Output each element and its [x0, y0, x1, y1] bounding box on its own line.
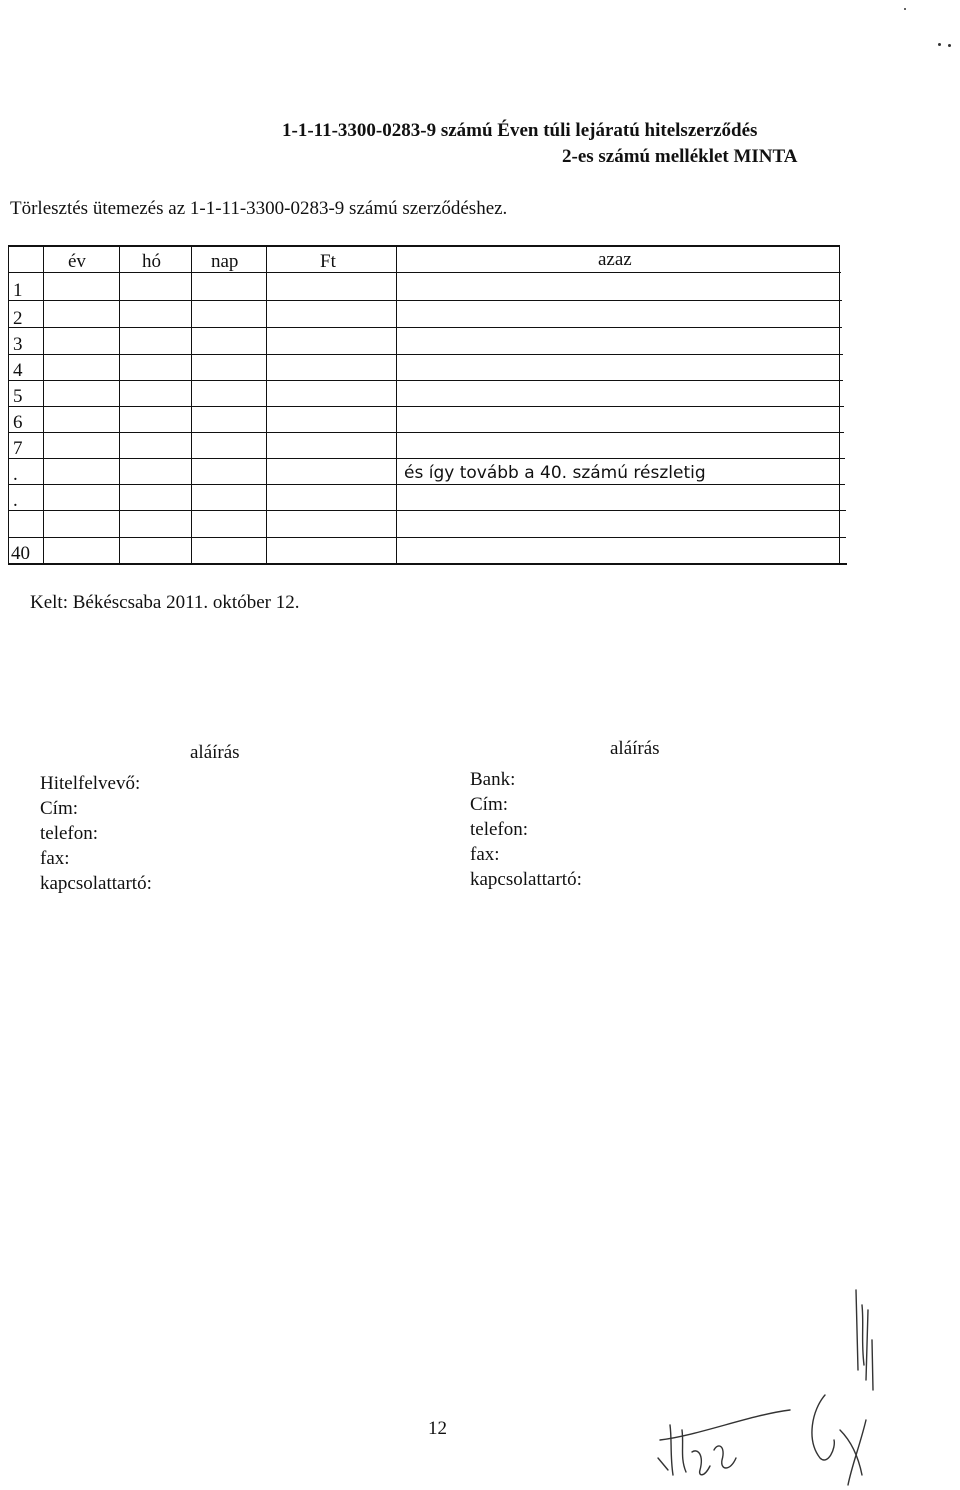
- table-col-line: [396, 245, 397, 565]
- handwritten-initials: [640, 1280, 880, 1490]
- table-bottom-border: [8, 563, 847, 565]
- column-header-azaz: azaz: [598, 249, 632, 270]
- table-row-line: [8, 327, 842, 328]
- table-header-divider: [8, 272, 841, 273]
- table-row-line: [8, 484, 845, 485]
- column-header-ev: év: [68, 251, 86, 272]
- repayment-schedule-table: [0, 0, 960, 600]
- row-number: 40: [11, 543, 30, 564]
- row-number: 2: [13, 308, 23, 329]
- scan-speck: [904, 8, 906, 10]
- column-header-ho: hó: [142, 251, 161, 272]
- scan-speck: [948, 44, 951, 47]
- bank-contact-label: kapcsolattartó:: [470, 869, 582, 890]
- borrower-block: [40, 771, 152, 896]
- table-row-line: [8, 406, 844, 407]
- table-col-line: [191, 245, 192, 565]
- table-row-line: [8, 300, 842, 301]
- borrower-title: Hitelfelvevő:: [40, 773, 141, 794]
- borrower-contact-label: kapcsolattartó:: [40, 873, 152, 894]
- scan-speck: [938, 43, 941, 46]
- bank-fax-label: fax:: [470, 844, 500, 865]
- table-col-line: [119, 245, 120, 565]
- table-col-line: [266, 245, 267, 565]
- document-subtitle: 2-es számú melléklet MINTA: [562, 146, 798, 167]
- row-number: .: [13, 464, 18, 485]
- page-number: 12: [428, 1418, 447, 1439]
- table-right-border: [839, 245, 840, 565]
- document-title: 1-1-11-3300-0283-9 számú Éven túli lejáratú hitelszerződés: [282, 120, 758, 141]
- column-header-nap: nap: [211, 251, 239, 272]
- row-number: 3: [13, 334, 23, 355]
- table-row-line: [8, 510, 846, 511]
- row-number: 1: [13, 280, 23, 301]
- bank-phone-label: telefon:: [470, 819, 529, 840]
- borrower-address-label: Cím:: [40, 798, 79, 819]
- borrower-phone-label: telefon:: [40, 823, 99, 844]
- borrower-signature-label: aláírás: [190, 742, 240, 763]
- borrower-fax-label: fax:: [40, 848, 70, 869]
- continuation-text: és így tovább a 40. számú részletig: [404, 463, 706, 483]
- table-top-border: [8, 245, 840, 247]
- bank-title: Bank:: [470, 769, 516, 790]
- row-number: 5: [13, 386, 23, 407]
- column-header-ft: Ft: [320, 251, 336, 272]
- table-row-line: [8, 432, 844, 433]
- table-left-border: [8, 245, 9, 565]
- table-row-line: [8, 354, 843, 355]
- row-number: .: [13, 490, 18, 511]
- table-row-line: [8, 380, 843, 381]
- row-number: 4: [13, 360, 23, 381]
- intro-text: Törlesztés ütemezés az 1-1-11-3300-0283-9 számú szerződéshez.: [10, 198, 508, 219]
- kelt-date: Kelt: Békéscsaba 2011. október 12.: [30, 592, 300, 613]
- table-row-line: [8, 458, 845, 459]
- bank-block: [470, 767, 582, 892]
- table-col-line: [43, 245, 44, 565]
- bank-signature-label: aláírás: [610, 738, 660, 759]
- bank-address-label: Cím:: [470, 794, 509, 815]
- row-number: 7: [13, 438, 23, 459]
- table-row-line: [8, 537, 846, 538]
- row-number: 6: [13, 412, 23, 433]
